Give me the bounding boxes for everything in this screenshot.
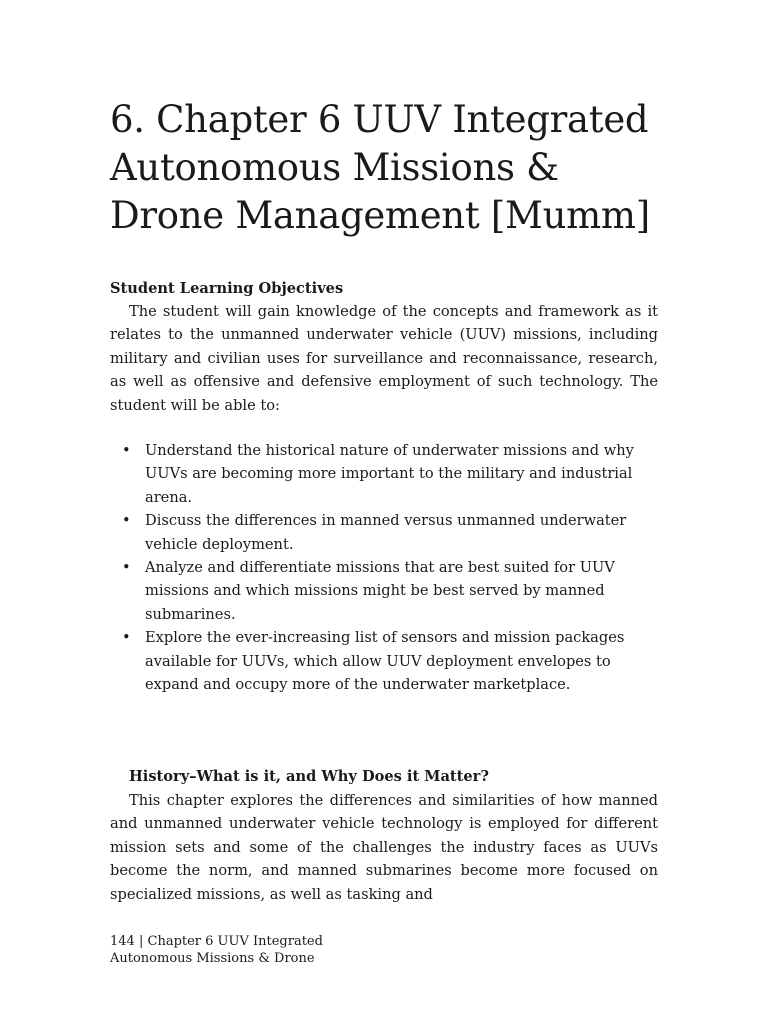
bullet-icon: • [122,512,131,530]
bullet-icon: • [122,559,131,577]
objectives-list [110,439,658,696]
footer-line-1 [110,934,323,951]
page-footer [110,934,323,967]
objective-text: Discuss the differences in manned versus unmanned underwater vehicle deployment. [145,512,627,553]
objective-item [110,556,658,626]
objective-text: Explore the ever-increasing list of sensors and mission packages available for UUVs, which allow UUV deployment envelopes to expand and occupy more of the underwater marketplace. [145,629,625,694]
footer-running-title: Chapter 6 UUV Integrated [147,934,323,949]
objectives-heading: Student Learning Objectives [110,280,344,297]
bullet-icon: • [122,442,131,459]
objective-item [110,626,658,696]
bullet-icon: • [122,629,131,647]
history-heading: History–What is it, and Why Does it Matter? [129,768,489,785]
objectives-intro: The student will gain knowledge of the concepts and framework as it relates to the unmanned underwater vehicle (UUV) missions, including military and civilian uses for surveillance and reconnaissance, research, as well as offensive and defensive employment of such technology. The student will be able to: [110,303,658,414]
page-number: 144 [110,934,135,949]
objective-item [110,439,658,509]
objective-item [110,509,658,556]
history-paragraph: This chapter explores the differences and similarities of how manned and unmanned underwater vehicle technology is employed for different mission sets and some of the challenges the industry faces as UUVs become the norm, and manned submarines become more focused on specialized missions, as well as tasking and [110,792,658,903]
objective-text: Understand the historical nature of underwater missions and why UUVs are becoming more important to the military and industrial arena. [145,442,634,506]
footer-line-2: Autonomous Missions & Drone [110,950,315,966]
footer-separator: | [138,934,144,949]
objective-text: Analyze and differentiate missions that are best suited for UUV missions and which missions might be best served by manned submarines. [145,559,615,623]
chapter-title: 6. Chapter 6 UUV Integrated Autonomous Missions & Drone Management [Mumm] [110,98,650,237]
